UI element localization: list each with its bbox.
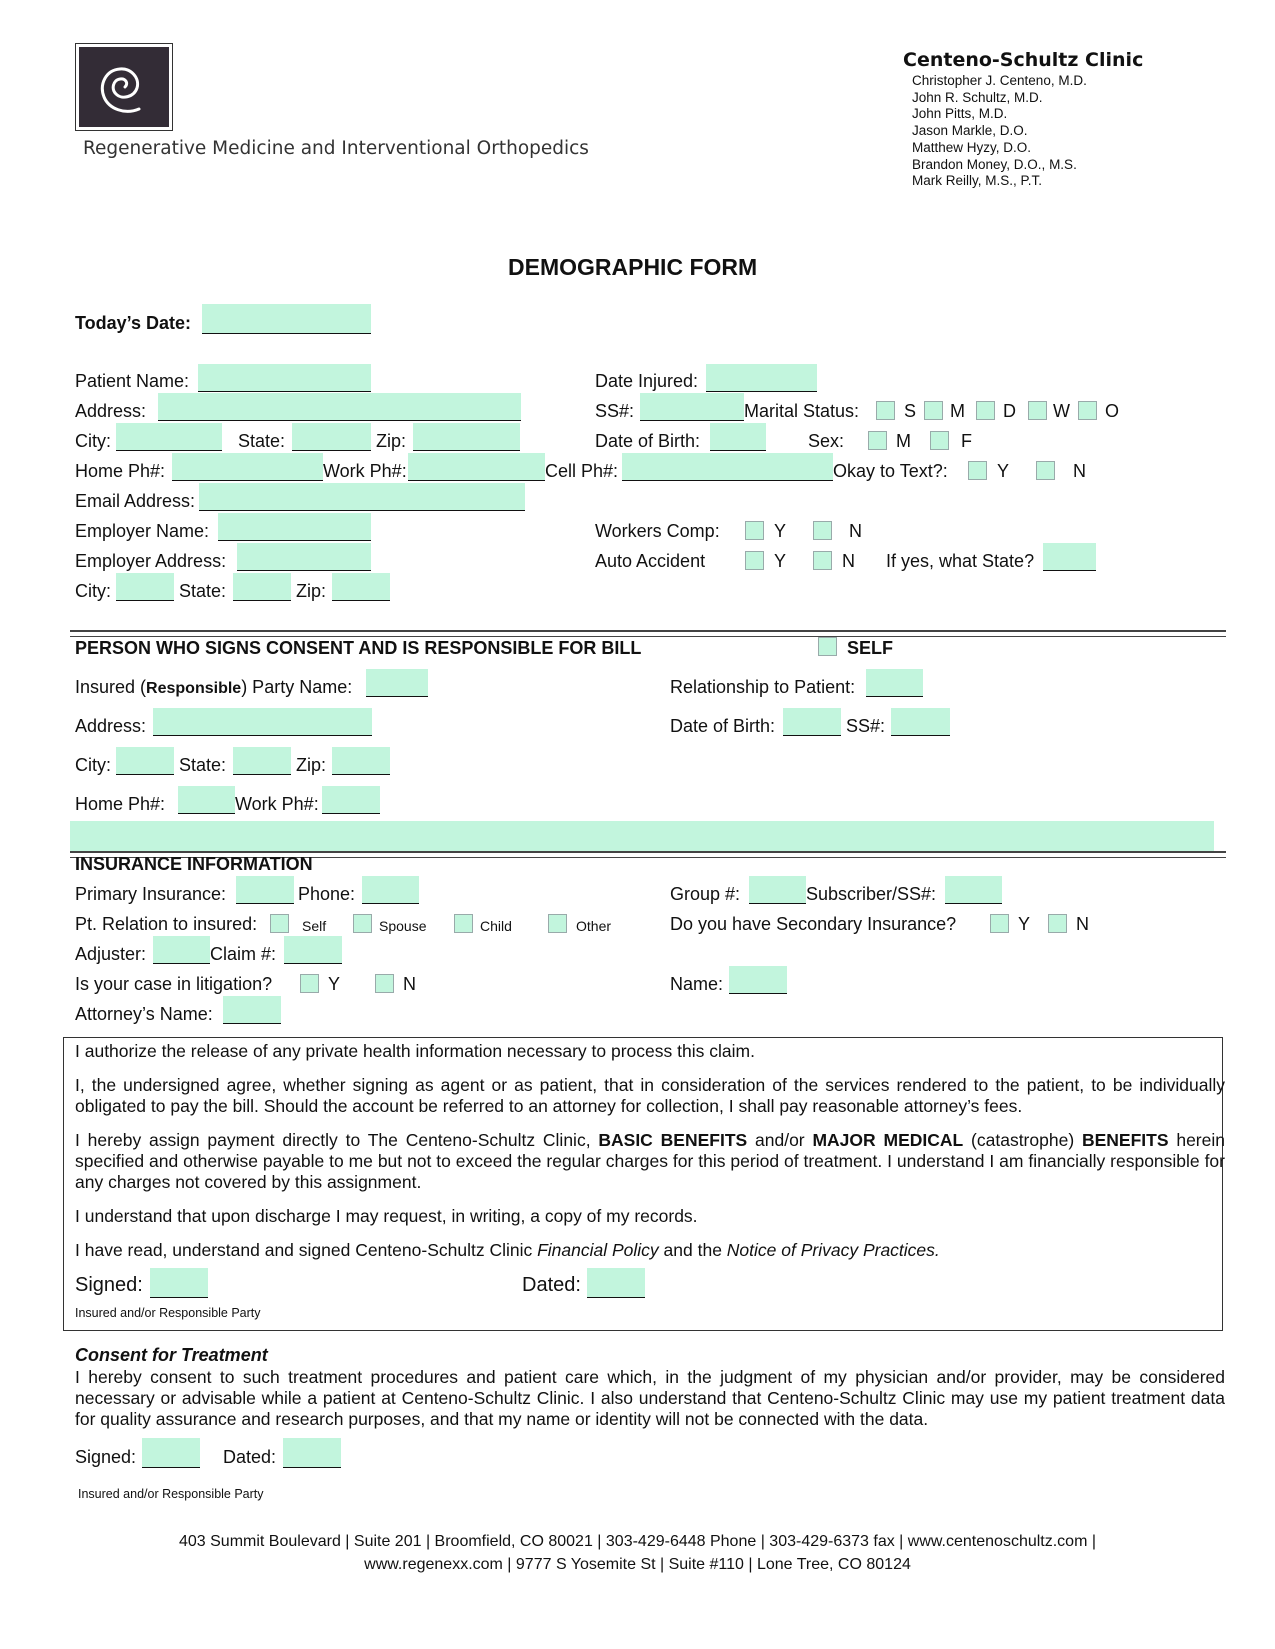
auth-dated-label: Dated: <box>522 1274 581 1296</box>
clinic-logo <box>75 43 173 131</box>
footer-address-line-1: 403 Summit Boulevard | Suite 201 | Broomfield, CO 80021 | 303-429-6448 Phone | 303-429-6373 fax | www.centenoschultz.com | <box>178 1533 1097 1550</box>
party-city-field[interactable] <box>116 747 174 775</box>
party-work-phone-label: Work Ph#: <box>235 794 319 814</box>
doctor-name: Brandon Money, D.O., M.S. <box>912 156 1077 172</box>
marital-m-label: M <box>950 401 965 421</box>
no-label: N <box>1073 461 1086 481</box>
employer-name-label: Employer Name: <box>75 521 210 541</box>
secondary-yes-checkbox[interactable] <box>990 914 1009 933</box>
accident-state-label: If yes, what State? <box>886 551 1035 571</box>
clinic-name: Centeno-Schultz Clinic <box>903 49 1144 71</box>
employer-state-label: State: <box>179 581 227 601</box>
adjuster-label: Adjuster: <box>75 944 147 964</box>
secondary-insurance-label: Do you have Secondary Insurance? <box>670 914 957 934</box>
zip-field[interactable] <box>413 423 520 451</box>
authorization-text-5: I have read, understand and signed Centeno-Schultz Clinic Financial Policy and the Notice of Privacy Practices. <box>75 1240 940 1260</box>
self-checkbox[interactable] <box>818 637 837 656</box>
state-field[interactable] <box>292 423 371 451</box>
consent-party-note: Insured and/or Responsible Party <box>78 1487 264 1501</box>
date-injured-field[interactable] <box>706 364 817 392</box>
marital-d-checkbox[interactable] <box>976 401 995 420</box>
authorization-text-2: I, the undersigned agree, whether signing as agent or as patient, that in consideration of the services rendered to the patient, to be individually obligated to pay the bill. Should the account be referred to an attorney for collection, I shall pay reasonable attorney’s fees. <box>75 1075 1225 1116</box>
party-ss-label: SS#: <box>846 716 886 736</box>
cell-phone-field[interactable] <box>622 453 833 481</box>
ss-field[interactable] <box>640 393 744 421</box>
yes-label: Y <box>774 551 787 571</box>
party-zip-label: Zip: <box>296 755 327 775</box>
home-phone-label: Home Ph#: <box>75 461 166 481</box>
attorney-name-label: Attorney’s Name: <box>75 1004 213 1024</box>
ss-label: SS#: <box>595 401 635 421</box>
state-label: State: <box>238 431 286 451</box>
party-home-phone-field[interactable] <box>178 786 235 814</box>
date-injured-label: Date Injured: <box>595 371 699 391</box>
litigation-yes-checkbox[interactable] <box>300 974 319 993</box>
consent-dated-label: Dated: <box>223 1447 277 1467</box>
party-zip-field[interactable] <box>332 747 390 775</box>
marital-s-label: S <box>904 401 917 421</box>
no-label: N <box>403 974 416 994</box>
no-label: N <box>849 521 862 541</box>
employer-name-field[interactable] <box>218 513 371 541</box>
party-city-label: City: <box>75 755 111 775</box>
home-phone-field[interactable] <box>172 453 323 481</box>
okay-to-text-yes-checkbox[interactable] <box>968 461 987 480</box>
relationship-field[interactable] <box>866 669 923 697</box>
todays-date-label: Today’s Date: <box>75 313 192 333</box>
sex-m-label: M <box>896 431 911 451</box>
relation-self-label: Self <box>302 918 327 934</box>
work-phone-field[interactable] <box>408 453 545 481</box>
self-label: SELF <box>847 638 894 658</box>
party-name-label: Insured (Responsible) Party Name: <box>75 677 353 697</box>
consent-signed-label: Signed: <box>75 1447 137 1467</box>
party-dob-field[interactable] <box>783 708 841 736</box>
party-dob-label: Date of Birth: <box>670 716 776 736</box>
marital-m-checkbox[interactable] <box>924 401 943 420</box>
relation-other-label: Other <box>576 918 612 934</box>
employer-address-field[interactable] <box>237 543 371 571</box>
no-label: N <box>842 551 855 571</box>
okay-to-text-label: Okay to Text?: <box>833 461 948 481</box>
litigation-no-checkbox[interactable] <box>375 974 394 993</box>
relation-other-checkbox[interactable] <box>548 914 567 933</box>
employer-city-label: City: <box>75 581 111 601</box>
doctor-name: Matthew Hyzy, D.O. <box>912 139 1032 155</box>
consent-heading: Consent for Treatment <box>75 1345 268 1365</box>
party-state-label: State: <box>179 755 227 775</box>
consent-text: I hereby consent to such treatment procedures and patient care which, in the judgment of my physician and/or provider, may be considered necessary or advisable while a patient at Centeno-Schultz Clinic. I also understand that Centeno-Schultz Clinic may use my patient treatment data for quality assurance and research purposes, and that my name or identity will not be connected with the data. <box>75 1367 1225 1429</box>
todays-date-field[interactable] <box>202 304 371 334</box>
highlight-band <box>70 821 1214 851</box>
sex-f-checkbox[interactable] <box>930 431 949 450</box>
relation-self-checkbox[interactable] <box>270 914 289 933</box>
party-work-phone-field[interactable] <box>322 786 380 814</box>
party-name-field[interactable] <box>366 669 428 697</box>
sex-f-label: F <box>961 431 972 451</box>
authorization-text-3: I hereby assign payment directly to The Centeno-Schultz Clinic, BASIC BENEFITS and/or MAJOR MEDICAL (catastrophe) BENEFITS herein specified and otherwise payable to me but not to exceed the regular charges for this period of treatment. I understand I am financially responsible for any charges not covered by this assignment. <box>75 1130 1225 1192</box>
form-title: DEMOGRAPHIC FORM <box>508 254 758 280</box>
cell-phone-label: Cell Ph#: <box>545 461 619 481</box>
employer-zip-label: Zip: <box>296 581 327 601</box>
attorney-name-field[interactable] <box>223 996 281 1024</box>
footer-address-line-2: www.regenexx.com | 9777 S Yosemite St | Suite #110 | Lone Tree, CO 80124 <box>364 1556 911 1573</box>
responsible-heading: PERSON WHO SIGNS CONSENT AND IS RESPONSIBLE FOR BILL <box>75 638 642 658</box>
claim-label: Claim #: <box>210 944 277 964</box>
marital-o-checkbox[interactable] <box>1078 401 1097 420</box>
marital-o-label: O <box>1105 401 1120 421</box>
party-ss-field[interactable] <box>891 708 950 736</box>
accident-state-field[interactable] <box>1043 543 1096 571</box>
authorization-text-4: I understand that upon discharge I may request, in writing, a copy of my records. <box>75 1206 698 1226</box>
doctor-list <box>912 73 1087 190</box>
insurance-heading: INSURANCE INFORMATION <box>75 854 313 874</box>
doctor-name: John R. Schultz, M.D. <box>912 89 1043 105</box>
party-state-field[interactable] <box>233 747 291 775</box>
employer-address-label: Employer Address: <box>75 551 227 571</box>
litigation-label: Is your case in litigation? <box>75 974 273 994</box>
attorney-firm-name-label: Name: <box>670 974 724 994</box>
yes-label: Y <box>774 521 787 541</box>
marital-s-checkbox[interactable] <box>876 401 895 420</box>
workers-comp-yes-checkbox[interactable] <box>745 521 764 540</box>
email-field[interactable] <box>199 483 525 511</box>
adjuster-field[interactable] <box>153 936 210 964</box>
party-address-field[interactable] <box>153 708 372 736</box>
auto-accident-no-checkbox[interactable] <box>813 551 832 570</box>
swirl-logo-icon <box>79 47 167 125</box>
city-field[interactable] <box>116 423 222 451</box>
yes-label: Y <box>1018 914 1031 934</box>
marital-w-label: W <box>1053 401 1070 421</box>
marital-w-checkbox[interactable] <box>1028 401 1047 420</box>
sex-m-checkbox[interactable] <box>868 431 887 450</box>
relation-child-label: Child <box>480 918 512 934</box>
consent-signature-field[interactable] <box>142 1438 200 1468</box>
relation-spouse-label: Spouse <box>379 918 427 934</box>
relation-child-checkbox[interactable] <box>454 914 473 933</box>
relationship-label: Relationship to Patient: <box>670 677 856 697</box>
group-label: Group #: <box>670 884 741 904</box>
dob-label: Date of Birth: <box>595 431 701 451</box>
insurance-phone-label: Phone: <box>298 884 356 904</box>
party-address-label: Address: <box>75 716 147 736</box>
authorization-text-1: I authorize the release of any private health information necessary to process this claim. <box>75 1041 755 1061</box>
workers-comp-label: Workers Comp: <box>595 521 720 541</box>
okay-to-text-no-checkbox[interactable] <box>1036 461 1055 480</box>
attorney-firm-name-field[interactable] <box>729 966 787 994</box>
clinic-tagline: Regenerative Medicine and Interventional Orthopedics <box>83 138 589 159</box>
marital-status-label: Marital Status: <box>744 401 860 421</box>
work-phone-label: Work Ph#: <box>323 461 407 481</box>
email-label: Email Address: <box>75 491 196 511</box>
address-label: Address: <box>75 401 147 421</box>
workers-comp-no-checkbox[interactable] <box>813 521 832 540</box>
marital-d-label: D <box>1003 401 1016 421</box>
claim-field[interactable] <box>284 936 342 964</box>
yes-label: Y <box>997 461 1010 481</box>
auth-signature-field[interactable] <box>150 1268 208 1298</box>
primary-insurance-field[interactable] <box>236 876 294 904</box>
section-divider <box>70 630 1226 637</box>
auto-accident-yes-checkbox[interactable] <box>745 551 764 570</box>
yes-label: Y <box>328 974 341 994</box>
doctor-name: Jason Markle, D.O. <box>912 123 1028 139</box>
patient-name-field[interactable] <box>198 364 371 392</box>
employer-city-field[interactable] <box>116 573 174 601</box>
city-label: City: <box>75 431 111 451</box>
auth-party-note: Insured and/or Responsible Party <box>75 1306 261 1320</box>
employer-zip-field[interactable] <box>332 573 390 601</box>
party-home-phone-label: Home Ph#: <box>75 794 166 814</box>
relation-spouse-checkbox[interactable] <box>353 914 372 933</box>
sex-label: Sex: <box>808 431 845 451</box>
auto-accident-label: Auto Accident <box>595 551 706 571</box>
doctor-name: Mark Reilly, M.S., P.T. <box>912 173 1043 189</box>
subscriber-label: Subscriber/SS#: <box>806 884 937 904</box>
dob-field[interactable] <box>710 423 766 451</box>
secondary-no-checkbox[interactable] <box>1048 914 1067 933</box>
relation-label: Pt. Relation to insured: <box>75 914 258 934</box>
subscriber-field[interactable] <box>945 876 1002 904</box>
address-field[interactable] <box>158 393 521 421</box>
employer-state-field[interactable] <box>233 573 291 601</box>
doctor-name: John Pitts, M.D. <box>912 106 1008 122</box>
zip-label: Zip: <box>376 431 407 451</box>
auth-signed-label: Signed: <box>75 1274 143 1296</box>
consent-date-field[interactable] <box>283 1438 341 1468</box>
patient-name-label: Patient Name: <box>75 371 190 391</box>
primary-insurance-label: Primary Insurance: <box>75 884 227 904</box>
no-label: N <box>1076 914 1089 934</box>
auth-date-field[interactable] <box>587 1268 645 1298</box>
doctor-name: Christopher J. Centeno, M.D. <box>912 73 1087 88</box>
insurance-phone-field[interactable] <box>362 876 419 904</box>
group-field[interactable] <box>749 876 806 904</box>
